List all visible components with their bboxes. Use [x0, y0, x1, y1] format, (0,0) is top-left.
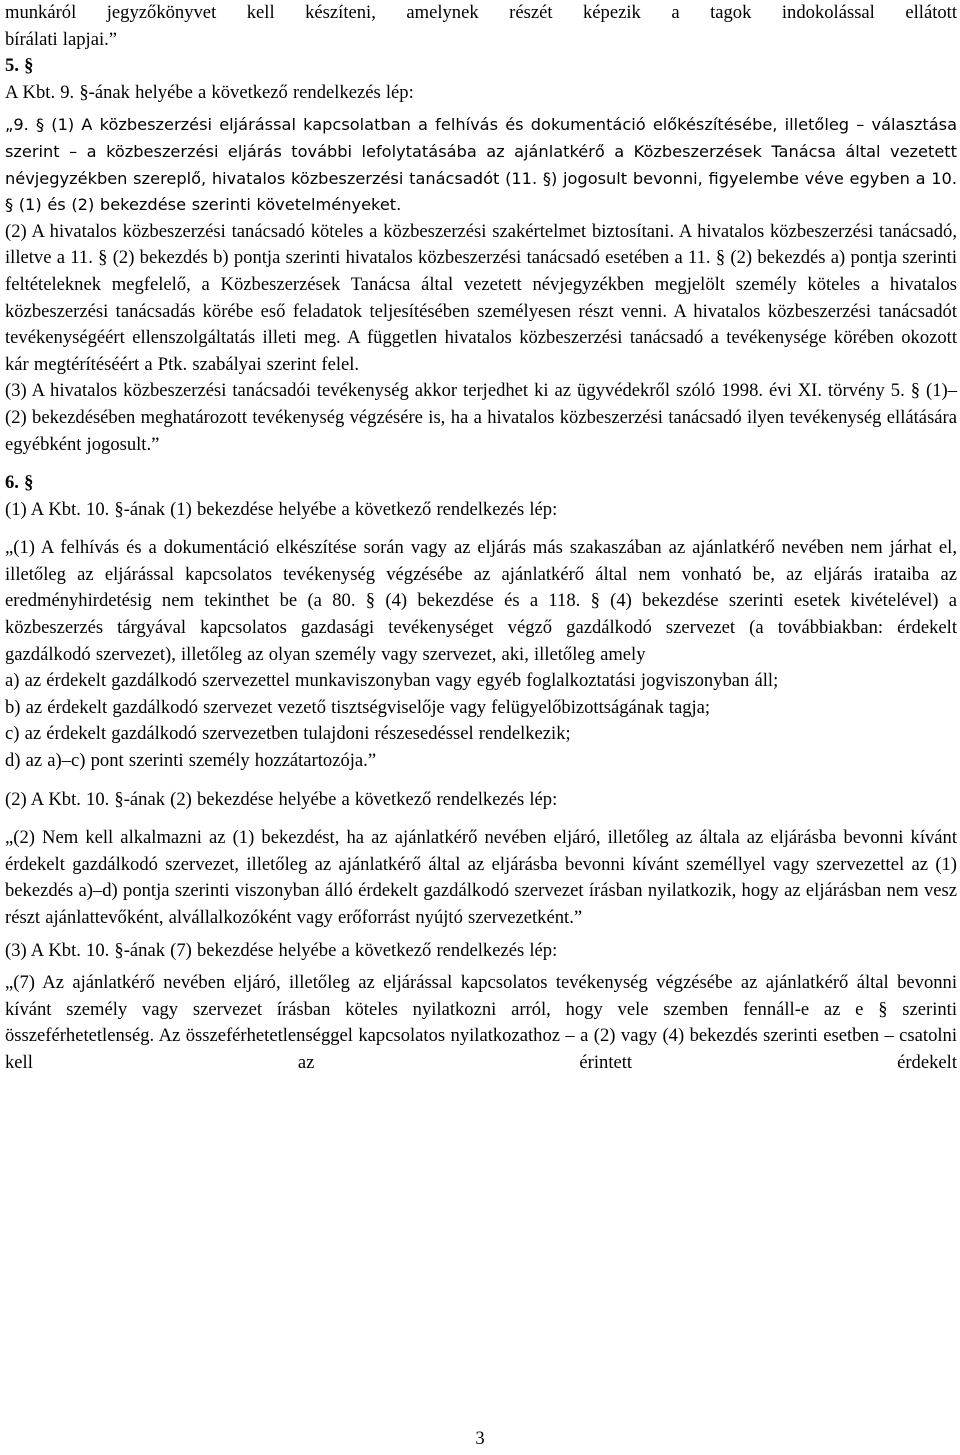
paragraph-9-2: (2) A hivatalos közbeszerzési tanácsadó köteles a közbeszerzési szakértelmet biztosítani. A hivatalos közbeszerzési tanácsadó, illetve a 11. § (2) bekezdés b) pontja szerinti hivatalos közbeszerzési tanácsadó esetében a 11. § (2) bekezdés a) pontja szerinti feltételeknek megfelelő, a Közbeszerzések Tanácsa által vezetett névjegyzékben megjelölt személy köteles a hivatalos közbeszerzési tanácsadás körébe eső feladatok teljesítésében személyesen részt venni. A hivatalos közbeszerzési tanácsadót tevékenységéért ellenszolgáltatás illeti meg. A független hivatalos közbeszerzési tanácsadó a tevékenysége körében okozott kár megtérítéséért a Ptk. szabályai szerint felel.: [5, 220, 957, 375]
paragraph-10-1-a: a) az érdekelt gazdálkodó szervezettel munkaviszonyban vagy egyéb foglalkoztatási jogviszonyban áll;: [5, 670, 779, 692]
paragraph-9-3: (3) A hivatalos közbeszerzési tanácsadói tevékenység akkor terjedhet ki az ügyvédekről szóló 1998. évi XI. törvény 5. § (1)–(2) bekezdésében meghatározott tevékenység végzésére is, ha a hivatalos közbeszerzési tanácsadó ilyen tevékenység ellátására egyébként jogosult.”: [5, 380, 957, 455]
document-page: [5, 0, 957, 1455]
paragraph-10-1-b: b) az érdekelt gazdálkodó szervezet vezető tisztségviselője vagy felügyelőbizottságának tagja;: [5, 696, 711, 718]
amendment-intro-10-2: (2) A Kbt. 10. §-ának (2) bekezdése helyébe a következő rendelkezés lép:: [5, 788, 558, 810]
paragraph-intro-line-1: munkáról jegyzőkönyvet kell készíteni, amelynek részét képezik a tagok indokolással ellátott: [5, 2, 957, 23]
section-heading-5: 5. §: [5, 55, 34, 77]
paragraph-9-1: „9. § (1) A közbeszerzési eljárással kapcsolatban a felhívás és dokumentáció előkészítésébe, illetőleg – választása szerint – a közbeszerzési eljárás további lefolytatásába az ajánlatkérő a Közbeszerzések Tanácsa által vezetett névjegyzékben szereplő, hivatalos közbeszerzési tanácsadót (11. §) jogosult bevonni, figyelembe véve egyben a 10. § (1) és (2) bekezdése szerinti követelményeket.: [5, 115, 957, 215]
paragraph-10-7: „(7) Az ajánlatkérő nevében eljáró, illetőleg az eljárással kapcsolatos tevékenység végzésébe az ajánlatkérő által bevonni kívánt személy vagy szervezet írásban köteles nyilatkozni arról, hogy vele szemben fennáll-e az e § szerinti összeférhetetlenség. Az összeférhetetlenséggel kapcsolatos nyilatkozathoz – a (2) vagy (4) bekezdés szerinti esetben – csatolni kell az érintett érdekelt: [5, 972, 957, 1073]
paragraph-intro-line-2: bírálati lapjai.”: [5, 28, 118, 50]
paragraph-10-1-d: d) az a)–c) pont szerinti személy hozzátartozója.”: [5, 750, 377, 772]
amendment-intro-10-1: (1) A Kbt. 10. §-ának (1) bekezdése helyébe a következő rendelkezés lép:: [5, 498, 558, 520]
amendment-intro-10-7: (3) A Kbt. 10. §-ának (7) bekezdése helyébe a következő rendelkezés lép:: [5, 939, 558, 961]
section-heading-6: 6. §: [5, 472, 34, 494]
paragraph-10-2: „(2) Nem kell alkalmazni az (1) bekezdést, ha az ajánlatkérő nevében eljáró, illetőleg az általa az eljárásba bevonni kívánt érdekelt gazdálkodó szervezet, illetőleg az ajánlatkérő által az eljárásba bevonni kívánt személlyel vagy szervezettel az (1) bekezdés a)–d) pontja szerinti viszonyban álló érdekelt gazdálkodó szervezet írásban nyilatkozik, hogy az eljárásban nem vesz részt ajánlattevőként, alvállalkozóként vagy erőforrást nyújtó szervezetként.”: [5, 827, 957, 928]
paragraph-10-1: „(1) A felhívás és a dokumentáció elkészítése során vagy az eljárás más szakaszában az ajánlatkérő nevében nem járhat el, illetőleg az eljárással kapcsolatos tevékenység végzésébe az ajánlatkérő által nem vonható be, az eljárás irataiba az eredményhirdetésig nem tekinthet be (a 80. § (4) bekezdése és a 118. § (4) bekezdése szerinti esetek kivételével) a közbeszerzés tárgyával kapcsolatos gazdasági tevékenységet végző gazdálkodó szervezet (a továbbiakban: érdekelt gazdálkodó szervezet), illetőleg az olyan személy vagy szervezet, aki, illetőleg amely: [5, 537, 957, 665]
page-number: 3: [475, 1428, 485, 1449]
paragraph-10-1-c: c) az érdekelt gazdálkodó szervezetben tulajdoni részesedéssel rendelkezik;: [5, 723, 571, 745]
amendment-intro-9: A Kbt. 9. §-ának helyébe a következő rendelkezés lép:: [5, 81, 414, 103]
